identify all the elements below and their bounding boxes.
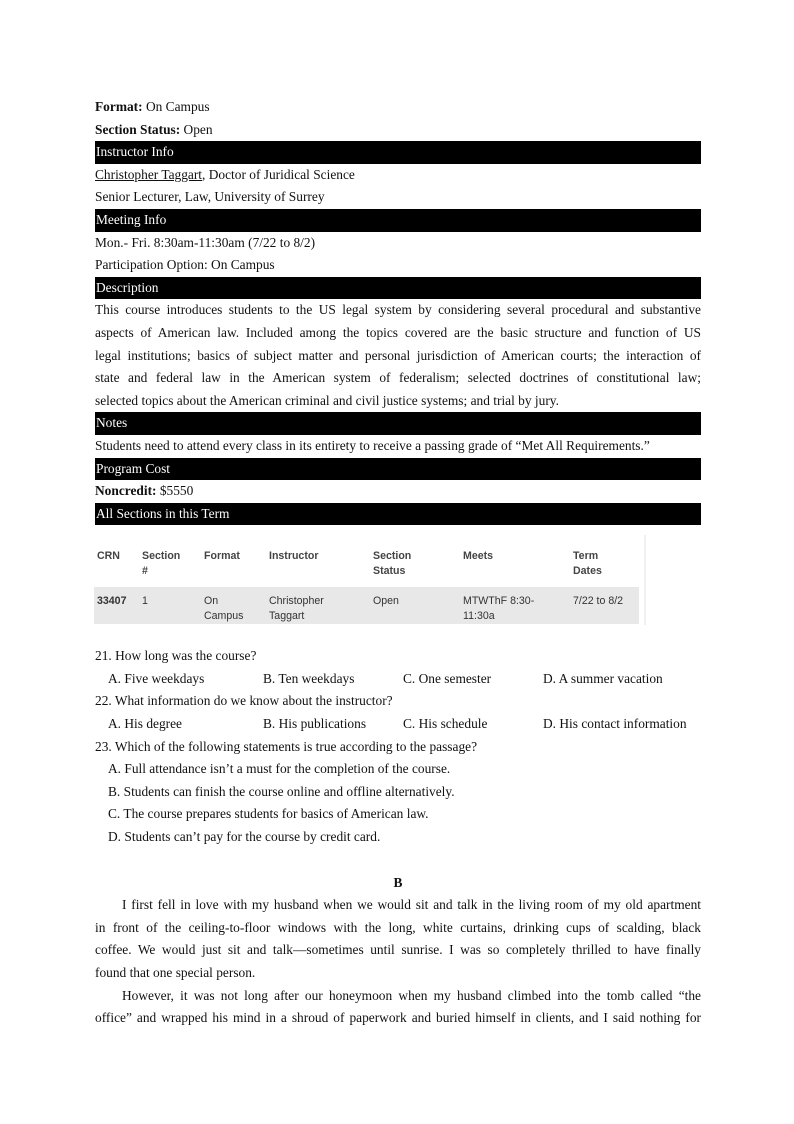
description-line: aspects of American law. Included among the topics covered are the basic structure and function of US [95, 324, 701, 340]
table-header-row [94, 535, 646, 587]
option-c: C. The course prepares students for basics of American law. [108, 806, 429, 822]
option-b: B. Students can finish the course online and offline alternatively. [108, 783, 455, 799]
paragraph-line: in front of the ceiling-to-floor windows with the long, white curtains, drinking cups of scalding, black [95, 919, 701, 935]
paragraph-line: I first fell in love with my husband when we would sit and talk in the living room of my old apartment [122, 897, 701, 913]
instructor-title: Senior Lecturer, Law, University of Surrey [95, 189, 325, 205]
option-d: D. His contact information [543, 716, 687, 732]
option-c: C. His schedule [403, 716, 488, 732]
cost-value: $5550 [156, 483, 194, 499]
instructor-header: Instructor Info [95, 141, 701, 164]
format-value: On Campus [142, 99, 210, 114]
option-b: B. Ten weekdays [263, 670, 355, 686]
passage-b-paragraph-2 [95, 985, 701, 1030]
passage-b-label: B [393, 874, 403, 890]
option-b: B. His publications [263, 716, 367, 732]
option-c: C. One semester [403, 670, 492, 686]
cell-format: On Campus [204, 595, 244, 623]
notes-text: Students need to attend every class in its entirety to receive a passing grade of “Met All Requirements.” [95, 437, 650, 453]
option-a: A. His degree [108, 716, 182, 732]
paragraph-line: found that one special person. [95, 965, 256, 980]
description-line: state and federal law in the American system of federalism; selected doctrines of constitutional law; [95, 370, 701, 386]
cell-term-dates: 7/22 to 8/2 [573, 595, 624, 608]
col-instructor: Instructor [269, 550, 319, 563]
instructor-degree: , Doctor of Juridical Science [202, 166, 355, 182]
option-d: D. A summer vacation [543, 670, 663, 686]
description-line: This course introduces students to the US legal system by considering several procedural and substantive [95, 302, 701, 318]
format-line [95, 96, 701, 119]
col-meets: Meets [463, 550, 494, 563]
cell-crn: 33407 [97, 595, 127, 608]
question-23-stem: 23. Which of the following statements is true according to the passage? [95, 738, 478, 754]
instructor-line [95, 164, 701, 187]
col-term-dates: Term Dates [573, 550, 602, 578]
description-line: selected topics about the American criminal and civil justice systems; and trial by jury. [95, 392, 559, 408]
col-section-status: Section Status [373, 550, 412, 578]
paragraph-line: office” and wrapped his mind in a shroud of paperwork and buried himself in clients, and I said nothing for [95, 1010, 701, 1026]
description-header: Description [95, 277, 701, 300]
status-value: Open [180, 121, 213, 137]
meeting-time: Mon.- Fri. 8:30am-11:30am (7/22 to 8/2) [95, 234, 316, 250]
question-21-options [95, 668, 701, 691]
cost-line [95, 480, 701, 503]
col-crn: CRN [97, 550, 120, 563]
status-line [95, 119, 701, 142]
question-22-options [95, 713, 701, 736]
notes-header: Notes [95, 412, 701, 435]
col-section-number: Section # [142, 550, 181, 578]
participation-option: Participation Option: On Campus [95, 257, 275, 273]
meeting-header: Meeting Info [95, 209, 701, 232]
cell-section-number: 1 [142, 595, 148, 608]
cell-section-status: Open [373, 595, 399, 608]
status-label: Section Status: [95, 121, 181, 137]
option-d: D. Students can’t pay for the course by credit card. [108, 829, 381, 845]
cost-label: Noncredit: [95, 483, 157, 499]
paragraph-line: coffee. We would just sit and talk—sometimes until sunrise. I was so completely thrilled to have finally [95, 942, 701, 958]
col-format: Format [204, 550, 240, 563]
option-a: A. Five weekdays [108, 670, 205, 686]
cell-instructor: Christopher Taggart [269, 595, 324, 623]
table-edge [644, 535, 646, 625]
format-label: Format: [95, 99, 143, 114]
paragraph-line: However, it was not long after our honeymoon when my husband climbed into the tomb called “the [122, 987, 701, 1003]
description-text [95, 299, 701, 412]
option-a: A. Full attendance isn’t a must for the completion of the course. [108, 761, 451, 777]
cell-meets: MTWThF 8:30- 11:30a [463, 595, 535, 623]
table-row [94, 587, 639, 624]
question-22-stem: 22. What information do we know about the instructor? [95, 693, 393, 709]
passage-b-paragraph-1 [95, 894, 701, 984]
cost-header: Program Cost [95, 458, 701, 481]
instructor-name-link[interactable]: Christopher Taggart [95, 166, 203, 182]
sections-table [94, 535, 646, 637]
question-21-stem: 21. How long was the course? [95, 648, 257, 664]
sections-header: All Sections in this Term [95, 503, 701, 526]
description-line: legal institutions; basics of subject matter and personal jurisdiction of American courts; the interaction of [95, 347, 701, 363]
document-page [95, 96, 701, 1030]
